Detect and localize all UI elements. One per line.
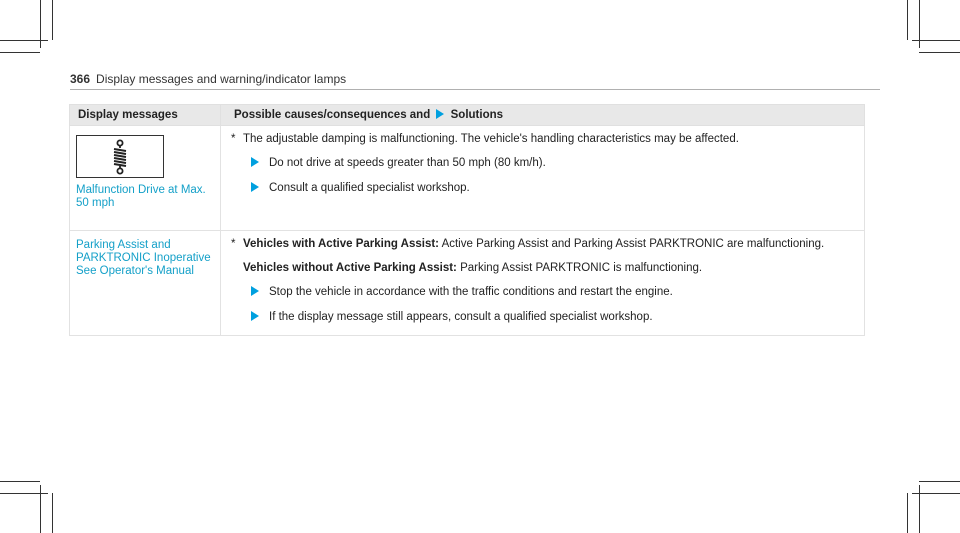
crop-mark: [912, 493, 960, 494]
suspension-spring-icon: [76, 135, 164, 178]
page-number: 366: [70, 72, 91, 86]
page-header: [70, 72, 346, 86]
crop-mark: [0, 52, 40, 53]
arrow-right-icon: [436, 109, 444, 119]
arrow-right-icon: [251, 311, 259, 321]
solution-step: Do not drive at speeds greater than 50 mph (80 km/h).: [231, 156, 854, 171]
message-text: Malfunction Drive at Max. 50 mph: [76, 184, 206, 209]
crop-mark: [52, 493, 53, 533]
crop-mark: [907, 493, 908, 533]
column-header-display-messages: Display messages: [70, 105, 221, 126]
cause-text: * Vehicles with Active Parking Assist: Active Parking Assist and Parking Assist PARKTRONIC are malfunctioning.: [231, 238, 825, 250]
crop-mark: [919, 481, 960, 482]
crop-mark: [919, 52, 960, 53]
header-causes-text: Possible causes/consequences and: [234, 109, 431, 121]
solution-cell: [221, 126, 865, 231]
crop-mark: [0, 481, 40, 482]
column-header-causes-solutions: [221, 105, 865, 126]
cause-text: Vehicles without Active Parking Assist: Parking Assist PARKTRONIC is malfunctioning.: [243, 262, 703, 274]
table-header-row: [70, 105, 865, 126]
solution-step: If the display message still appears, consult a qualified specialist workshop.: [231, 310, 854, 325]
solution-step: Stop the vehicle in accordance with the traffic conditions and restart the engine.: [231, 285, 854, 300]
display-messages-table: [69, 104, 865, 336]
spring-icon: [110, 139, 130, 175]
solution-cell: [221, 231, 865, 336]
page-title: Display messages and warning/indicator lamps: [96, 72, 347, 86]
crop-mark: [0, 493, 48, 494]
table-row: [70, 126, 865, 231]
arrow-right-icon: [251, 182, 259, 192]
header-rule: [70, 89, 880, 90]
crop-mark: [907, 0, 908, 40]
message-text: Parking Assist and PARKTRONIC Inoperative See Operator's Manual: [76, 239, 211, 277]
arrow-right-icon: [251, 286, 259, 296]
arrow-right-icon: [251, 157, 259, 167]
crop-mark: [52, 0, 53, 40]
crop-mark: [912, 40, 960, 41]
solution-step: Consult a qualified specialist workshop.: [231, 181, 854, 196]
message-cell: [70, 231, 221, 336]
message-cell: [70, 126, 221, 231]
table-row: [70, 231, 865, 336]
header-solutions-text: Solutions: [450, 109, 504, 121]
cause-text: * The adjustable damping is malfunctioning. The vehicle's handling characteristics may be affected.: [231, 133, 739, 145]
crop-mark: [0, 40, 48, 41]
